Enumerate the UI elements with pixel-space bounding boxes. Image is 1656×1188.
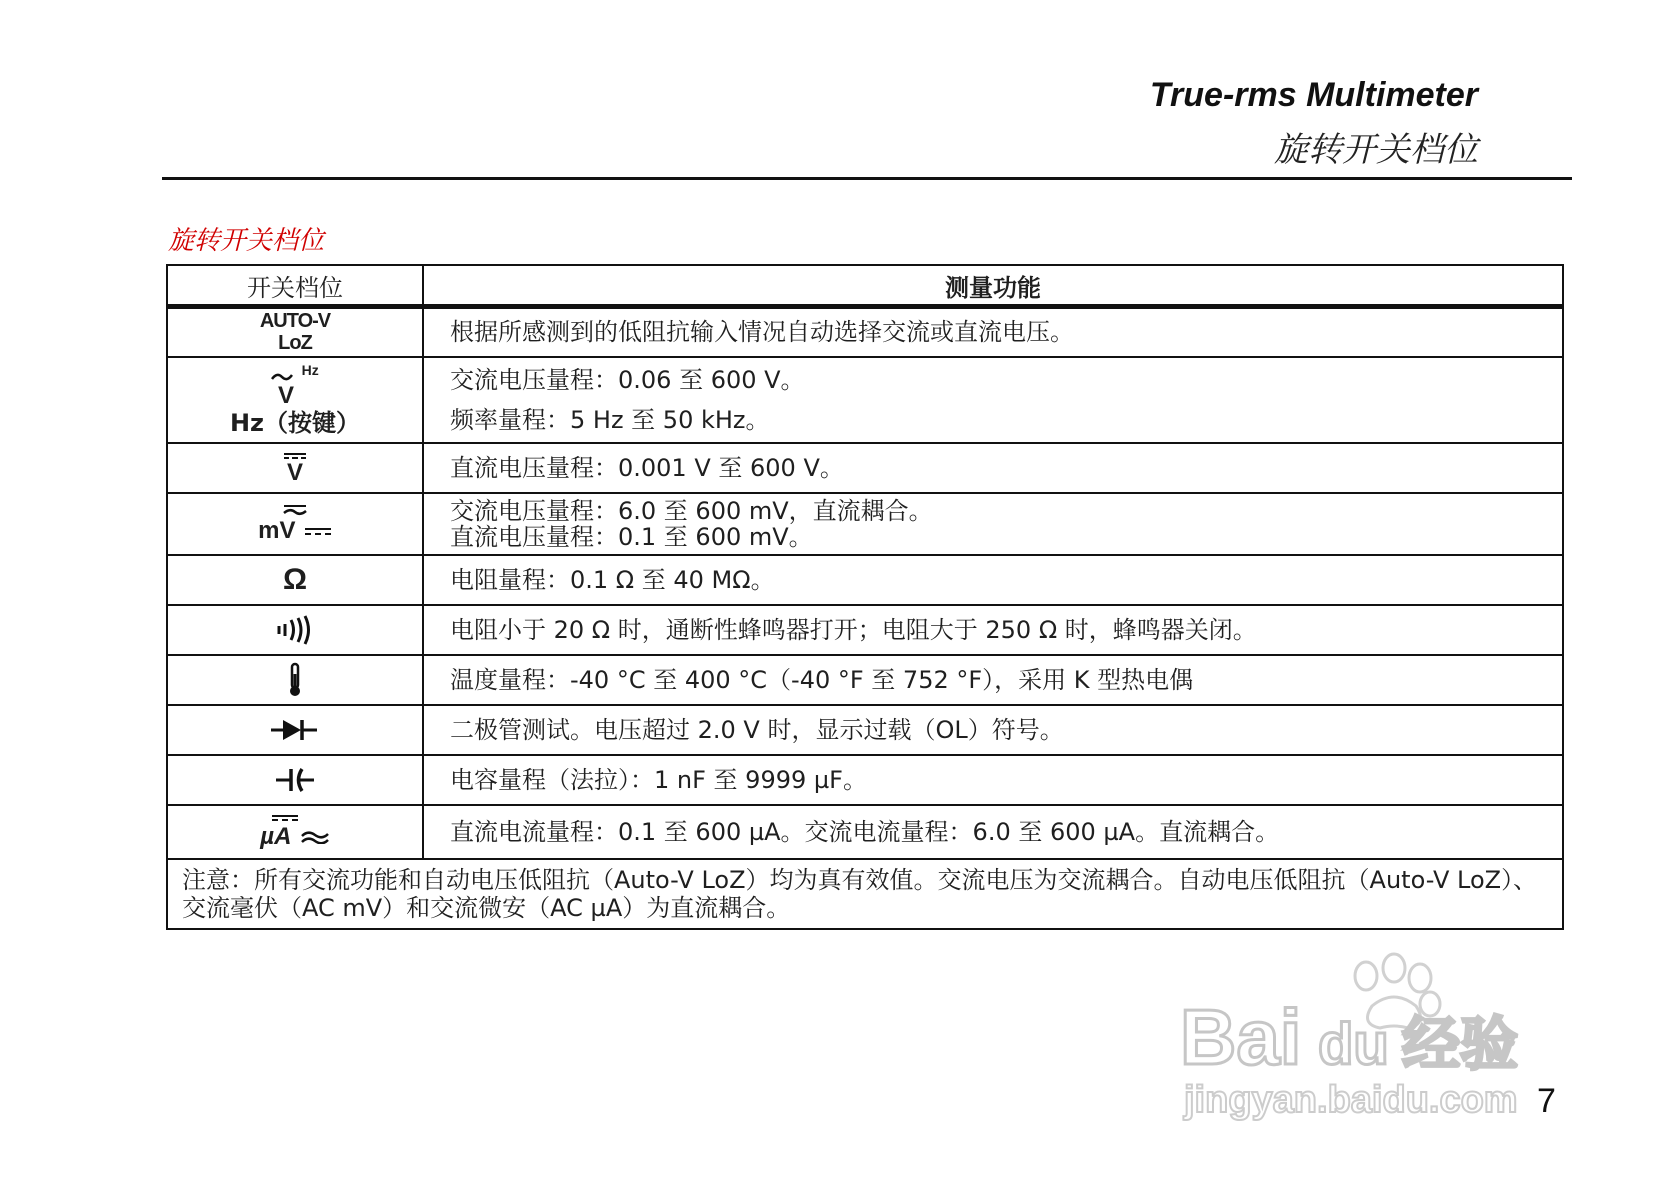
thermometer-icon	[287, 662, 303, 698]
watermark-brand: Bai	[1180, 993, 1302, 1081]
switch-symbol-millivolt	[167, 493, 423, 555]
function-description	[423, 755, 1563, 805]
ac-wave-icon	[271, 372, 293, 382]
function-description	[423, 805, 1563, 859]
function-description	[423, 493, 1563, 555]
ohm-icon: Ω	[282, 562, 308, 596]
switch-symbol-diode	[167, 705, 423, 755]
symbol-text: Hz（按键）	[229, 408, 361, 437]
page-number: 7	[1537, 1082, 1556, 1120]
dc-symbol-icon	[271, 814, 299, 822]
description-line: 交流电压量程：6.0 至 600 mV，直流耦合。	[450, 496, 933, 525]
watermark-brand-cn: 经验	[1402, 1010, 1519, 1078]
section-title: 旋转开关档位	[168, 226, 325, 256]
description-line: 电阻小于 20 Ω 时，通断性蜂鸣器打开；电阻大于 250 Ω 时，蜂鸣器关闭。	[450, 615, 1257, 644]
symbol-text: V	[277, 381, 294, 409]
watermark-url: jingyan.baidu.com	[1184, 1079, 1518, 1121]
table-row	[167, 555, 1563, 605]
table-row	[167, 357, 1563, 443]
diode-icon	[271, 718, 319, 742]
description-line: 电阻量程：0.1 Ω 至 40 MΩ。	[450, 565, 775, 594]
dc-symbol-icon	[304, 526, 332, 536]
switch-symbol-temperature	[167, 655, 423, 705]
watermark-brand-tail: du	[1318, 1012, 1389, 1077]
description-line: 二极管测试。电压超过 2.0 V 时，显示过载（OL）符号。	[450, 715, 1064, 744]
table-note-row	[167, 859, 1563, 929]
function-description	[423, 705, 1563, 755]
function-description	[423, 555, 1563, 605]
table-header-row	[167, 265, 1563, 307]
switch-symbol-dc-volt	[167, 443, 423, 493]
symbol-text: V	[286, 458, 303, 486]
description-line: 直流电压量程：0.1 至 600 mV。	[450, 522, 813, 551]
switch-symbol-microamp	[167, 805, 423, 859]
switch-symbol-capacitance	[167, 755, 423, 805]
column-header-function: 测量功能	[423, 265, 1563, 307]
baidu-jingyan-watermark	[1180, 944, 1580, 1124]
symbol-text: mV	[258, 516, 296, 544]
table-row	[167, 755, 1563, 805]
table-row	[167, 307, 1563, 357]
symbol-text: LoZ	[278, 332, 312, 355]
description-line: 温度量程：-40 °C 至 400 °C（-40 °F 至 752 °F），采用 K 型热电偶	[450, 665, 1194, 694]
description-line: 电容量程（法拉）：1 nF 至 9999 µF。	[450, 765, 867, 794]
continuity-beeper-icon	[275, 615, 315, 645]
switch-symbol-ohm	[167, 555, 423, 605]
switch-symbol-ac-volt-hz	[167, 357, 423, 443]
symbol-text: µA	[260, 823, 292, 850]
header-divider	[162, 177, 1572, 180]
description-line: 根据所感测到的低阻抗输入情况自动选择交流或直流电压。	[450, 318, 1074, 347]
table-row	[167, 443, 1563, 493]
table-row	[167, 493, 1563, 555]
column-header-switch: 开关档位	[167, 265, 423, 307]
document-title: True-rms Multimeter	[1149, 76, 1478, 114]
table-note: 注意：所有交流功能和自动电压低阻抗（Auto-V LoZ）均为真有效值。交流电压为交流耦合。自动电压低阻抗（Auto-V LoZ）、交流毫伏（AC mV）和交流微安（AC µA）为直流耦合。	[167, 859, 1563, 929]
capacitor-icon	[274, 766, 316, 794]
function-description	[423, 605, 1563, 655]
description-line: 直流电压量程：0.001 V 至 600 V。	[450, 453, 844, 482]
function-description	[423, 307, 1563, 357]
symbol-text: AUTO-V	[259, 310, 331, 333]
symbol-superscript: Hz	[301, 361, 319, 378]
function-description	[423, 443, 1563, 493]
ac-wave-icon	[300, 830, 330, 844]
rotary-switch-table	[166, 264, 1564, 930]
description-line: 频率量程：5 Hz 至 50 kHz。	[450, 405, 770, 434]
switch-symbol-continuity	[167, 605, 423, 655]
table-row	[167, 705, 1563, 755]
description-line: 直流电流量程：0.1 至 600 µA。交流电流量程：6.0 至 600 µA。直流耦合。	[450, 817, 1280, 846]
switch-symbol-autov-loz	[167, 307, 423, 357]
table-row	[167, 605, 1563, 655]
description-line: 交流电压量程：0.06 至 600 V。	[450, 365, 805, 394]
document-subtitle: 旋转开关档位	[1274, 130, 1478, 170]
table-row	[167, 655, 1563, 705]
table-row	[167, 805, 1563, 859]
function-description	[423, 357, 1563, 443]
ac-wave-icon	[282, 504, 308, 516]
baidu-paw-logo	[1180, 944, 1580, 1124]
function-description	[423, 655, 1563, 705]
